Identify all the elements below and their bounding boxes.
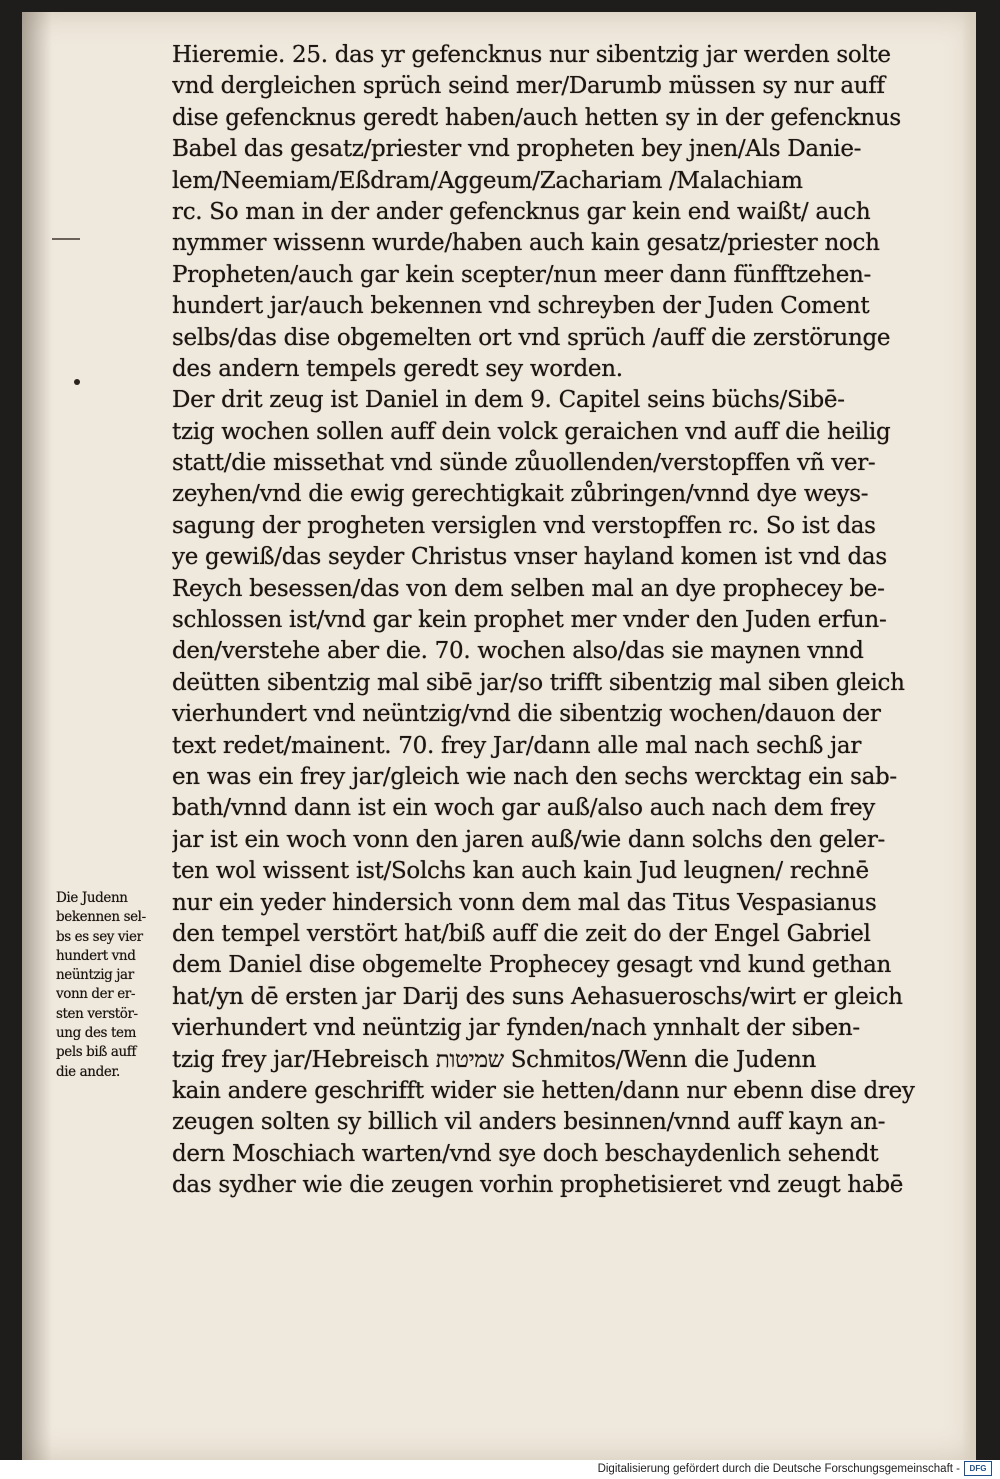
margin-note-line: vonn der er-	[56, 986, 136, 1003]
text-line: das sydher wie die zeugen vorhin prophetisieret vnd zeugt habē	[172, 1172, 904, 1199]
text-line: hat/yn dē ersten jar Darij des suns Aehasueroschs/wirt er gleich	[172, 983, 903, 1010]
text-line: dern Moschiach warten/vnd sye doch beschaydenlich sehendt	[172, 1140, 879, 1167]
margin-note-line: neüntzig jar	[56, 967, 134, 984]
text-line: selbs/das dise obgemelten ort vnd sprüch /auff die zerstörunge	[172, 324, 891, 351]
text-line: jar ist ein woch vonn den jaren auß/wie dann solchs den geler-	[172, 826, 886, 853]
text-line: ten wol wissent ist/Solchs kan auch kain Jud leugnen/ rechnē	[172, 858, 869, 885]
margin-note	[56, 889, 196, 1082]
text-line: vierhundert vnd neüntzig jar fynden/nach ynnhalt der siben-	[172, 1015, 860, 1042]
text-line: Hieremie. 25. das yr gefencknus nur sibentzig jar werden solte	[172, 42, 891, 68]
text-line: Propheten/auch gar kein scepter/nun meer dann fünfftzehen-	[172, 261, 872, 288]
ink-dot	[74, 379, 80, 385]
text-line: rc. So man in der ander gefencknus gar kein end waißt/ auch	[172, 198, 871, 225]
text-line: tzig wochen sollen auff dein volck geraichen vnd auff die heilig	[172, 418, 891, 445]
text-line: Reych besessen/das von dem selben mal an dye prophecey be-	[172, 575, 885, 602]
text-line: ye gewiß/das seyder Christus vnser hayland komen ist vnd das	[172, 544, 887, 571]
main-text-block	[172, 40, 962, 1201]
text-line: tzig frey jar/Hebreisch שמיטות Schmitos/Wenn die Judenn	[172, 1046, 817, 1073]
text-line: sagung der progheten versiglen vnd verstopffen rc. So ist das	[172, 512, 876, 539]
footer-text: Digitalisierung gefördert durch die Deutsche Forschungsgemeinschaft -	[597, 1462, 960, 1475]
text-line: zeyhen/vnd die ewig gerechtigkait zůbringen/vnnd dye weys-	[172, 481, 869, 508]
page-spine-shadow	[22, 12, 52, 1460]
text-line: schlossen ist/vnd gar kein prophet mer vnder den Juden erfun-	[172, 607, 887, 634]
margin-note-line: bekennen sel-	[56, 909, 146, 926]
text-line: Babel das gesatz/priester vnd propheten bey jnen/Als Danie-	[172, 136, 862, 163]
text-line: vnd dergleichen sprüch seind mer/Darumb müssen sy nur auff	[172, 73, 885, 100]
margin-note-line: pels biß auff	[56, 1044, 136, 1061]
text-line: dise gefencknus geredt haben/auch hetten sy in der gefencknus	[172, 104, 901, 131]
text-line: den tempel verstört hat/biß auff die zeit do der Engel Gabriel	[172, 920, 871, 947]
margin-note-line: sten verstör-	[56, 1005, 138, 1022]
text-line: vierhundert vnd neüntzig/vnd die sibentzig wochen/dauon der	[172, 701, 881, 728]
text-line: zeugen solten sy billich vil anders besinnen/vnnd auff kayn an-	[172, 1109, 886, 1136]
text-line: deütten sibentzig mal sibē jar/so trifft sibentzig mal siben gleich	[172, 669, 905, 696]
margin-note-line: die ander.	[56, 1063, 120, 1080]
margin-note-line: Die Judenn	[56, 890, 128, 906]
page-edge	[962, 12, 976, 1460]
ink-mark	[52, 238, 80, 240]
book-page	[22, 12, 976, 1460]
dfg-logo: DFG	[964, 1461, 992, 1476]
text-line: Der drit zeug ist Daniel in dem 9. Capitel seins büchs/Sibē-	[172, 387, 845, 414]
text-line: den/verstehe aber die. 70. wochen also/das sie maynen vnnd	[172, 638, 864, 665]
text-line: dem Daniel dise obgemelte Prophecey gesagt vnd kund gethan	[172, 952, 892, 979]
margin-note-line: bs es sey vier	[56, 928, 143, 945]
text-line: bath/vnnd dann ist ein woch gar auß/also auch nach dem frey	[172, 795, 875, 822]
text-line: lem/Neemiam/Eßdram/Aggeum/Zachariam /Malachiam	[172, 167, 803, 194]
footer-credit	[598, 1461, 992, 1476]
text-line: en was ein frey jar/gleich wie nach den sechs wercktag ein sab-	[172, 763, 897, 790]
text-line: nur ein yeder hindersich vonn dem mal das Titus Vespasianus	[172, 889, 877, 916]
text-line: text redet/mainent. 70. frey Jar/dann alle mal nach sechß jar	[172, 732, 862, 759]
text-line: kain andere geschrifft wider sie hetten/dann nur ebenn dise drey	[172, 1077, 915, 1104]
text-line: nymmer wissenn wurde/haben auch kain gesatz/priester noch	[172, 230, 880, 257]
text-line: des andern tempels geredt sey worden.	[172, 355, 623, 382]
margin-note-line: hundert vnd	[56, 947, 136, 964]
text-line: hundert jar/auch bekennen vnd schreyben der Juden Coment	[172, 293, 870, 320]
margin-note-line: ung des tem	[56, 1025, 136, 1042]
text-line: statt/die missethat vnd sünde zůuollenden/verstopffen vñ ver-	[172, 450, 876, 477]
